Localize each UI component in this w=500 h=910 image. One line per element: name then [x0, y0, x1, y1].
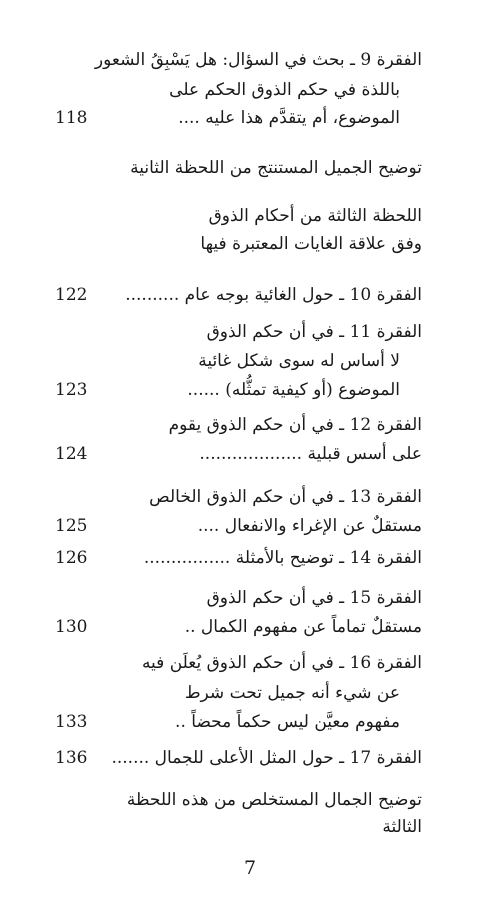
toc-page-number: 123: [55, 380, 88, 400]
toc-line: مفهوم معيَّن ليس حكماً محضاً ..: [175, 712, 400, 732]
toc-page-number: 124: [55, 444, 88, 464]
toc-line: الفقرة 16 ـ في أن حكم الذوق يُعلَن فيه: [141, 653, 422, 673]
toc-page-number: 133: [55, 712, 88, 732]
toc-line: باللذة في حكم الذوق الحكم على: [169, 80, 400, 100]
toc-line: توضيح الجمال المستخلص من هذه اللحظة: [126, 790, 422, 810]
toc-page-number: 122: [55, 285, 88, 305]
toc-line: اللحظة الثالثة من أحكام الذوق: [208, 206, 422, 226]
toc-line: الثالثة: [382, 817, 422, 837]
toc-line: الموضوع (أو كيفية تمثُّله) ......: [187, 380, 400, 400]
toc-line: الفقرة 11 ـ في أن حكم الذوق: [206, 322, 422, 342]
toc-page-number: 126: [55, 548, 88, 568]
toc-line: وفق علاقة الغايات المعتبرة فيها: [200, 234, 422, 254]
toc-line: على أسس قبلية ...................: [199, 444, 422, 464]
toc-line: الموضوع، أم يتقدَّم هذا عليه ....: [178, 108, 400, 128]
toc-line: الفقرة 13 ـ في أن حكم الذوق الخالص: [149, 487, 422, 507]
toc-line: عن شيء أنه جميل تحت شرط: [184, 683, 400, 703]
page-number: 7: [243, 857, 257, 879]
toc-line: مستقلٌ عن الإغراء والانفعال ....: [197, 516, 422, 536]
toc-line: الفقرة 15 ـ في أن حكم الذوق: [206, 588, 422, 608]
toc-line: الفقرة 12 ـ في أن حكم الذوق يقوم: [168, 415, 422, 435]
toc-line: مستقلٌ تماماً عن مفهوم الكمال ..: [184, 617, 422, 637]
toc-page-number: 118: [55, 108, 88, 128]
toc-line: الفقرة 17 ـ حول المثل الأعلى للجمال .......: [111, 748, 422, 768]
toc-line: الفقرة 9 ـ بحث في السؤال: هل يَسْبِقُ الشعور: [94, 50, 422, 70]
toc-line: الفقرة 10 ـ حول الغائية بوجه عام ..........: [125, 285, 422, 305]
toc-page-number: 130: [55, 617, 88, 637]
toc-line: توضيح الجميل المستنتج من اللحظة الثانية: [130, 158, 422, 178]
toc-page-number: 136: [55, 748, 88, 768]
toc-line: لا أساس له سوى شكل غائية: [198, 351, 400, 371]
toc-page-number: 125: [55, 516, 88, 536]
toc-line: الفقرة 14 ـ توضيح بالأمثلة ................: [143, 548, 422, 568]
